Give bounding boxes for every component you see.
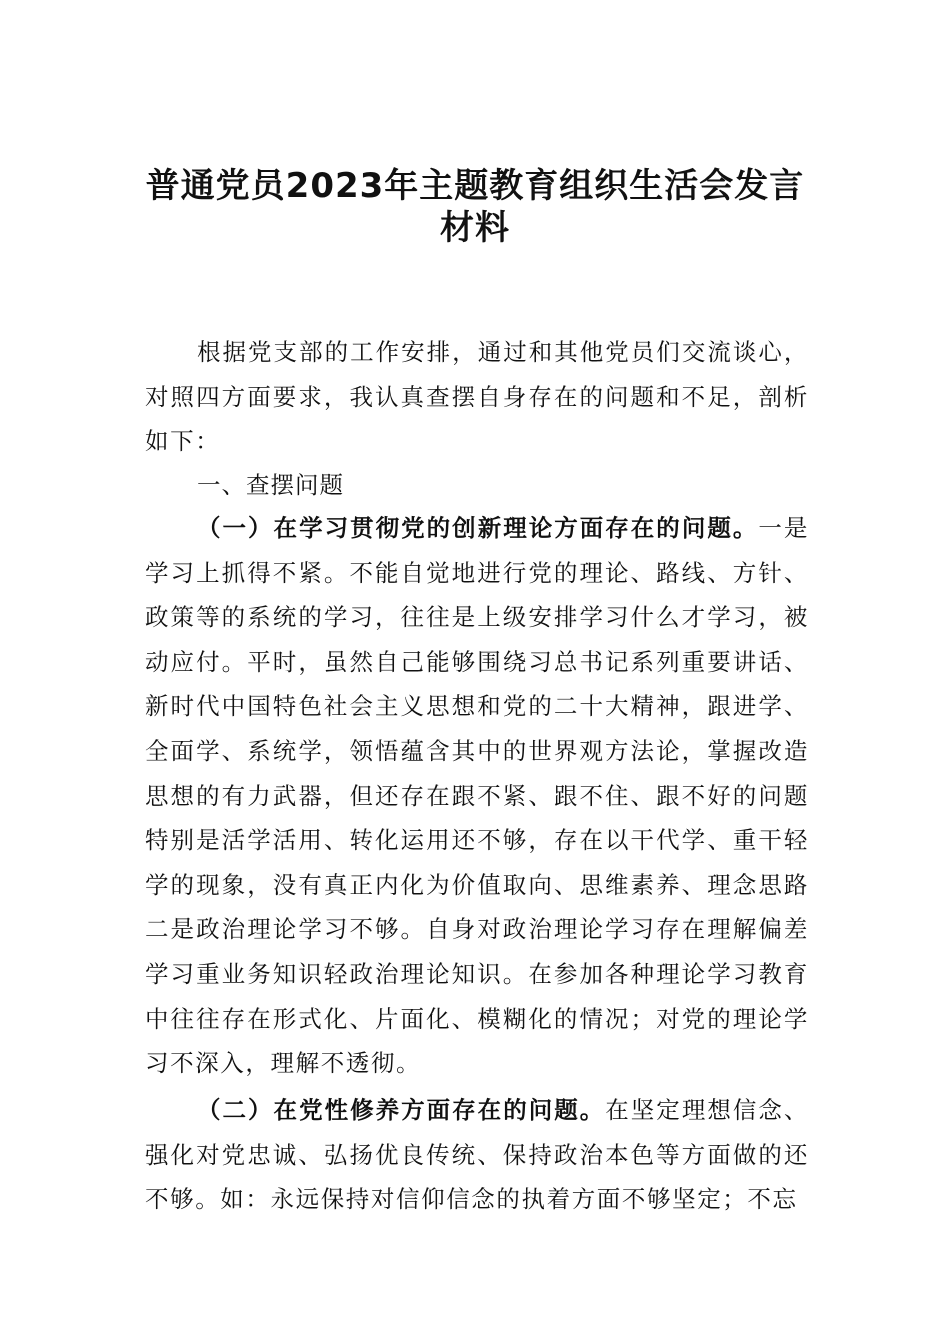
paragraph-1-text: [145, 506, 809, 1086]
paragraph-2-body: 在坚定理想信念、强化对党忠诚、弘扬优良传统、保持政治本色等方面做的还不够。如：永远保持对信仰信念的执着方面不够坚定；不忘: [145, 1096, 809, 1214]
document-title-line-1: 普通党员2023年主题教育组织生活会发言: [145, 166, 805, 206]
paragraph-2: [145, 1088, 809, 1222]
intro-text: 根据党支部的工作安排，通过和其他党员们交流谈心，对照四方面要求，我认真查摆自身存在的问题和不足，剖析如下：: [145, 338, 809, 456]
paragraph-2-text: [145, 1088, 809, 1222]
intro-paragraph: [145, 330, 809, 464]
section-heading: 一、查摆问题: [197, 471, 344, 499]
paragraph-1: [145, 506, 809, 1086]
paragraph-1-body: 一是学习上抓得不紧。不能自觉地进行党的理论、路线、方针、政策等的系统的学习，往往是上级安排学习什么才学习，被动应付。平时，虽然自己能够围绕习总书记系列重要讲话、新时代中国特色社会主义思想和党的二十大精神，跟进学、全面学、系统学，领悟蕴含其中的世界观方法论，掌握改造思想的有力武器，但还存在跟不紧、跟不住、跟不好的问题特别是活学活用、转化运用还不够，存在以干代学、重干轻学的现象，没有真正内化为价值取向、思维素养、理念思路二是政治理论学习不够。自身对政治理论学习存在理解偏差学习重业务知识轻政治理论知识。在参加各种理论学习教育中往往存在形式化、片面化、模糊化的情况；对党的理论学习不深入，理解不透彻。: [145, 514, 810, 1078]
paragraph-1-lead: （一）在学习贯彻党的创新理论方面存在的问题。: [197, 514, 759, 542]
document-title-line-2: 材料: [440, 208, 510, 248]
paragraph-2-lead: （二）在党性修养方面存在的问题。: [197, 1096, 606, 1124]
